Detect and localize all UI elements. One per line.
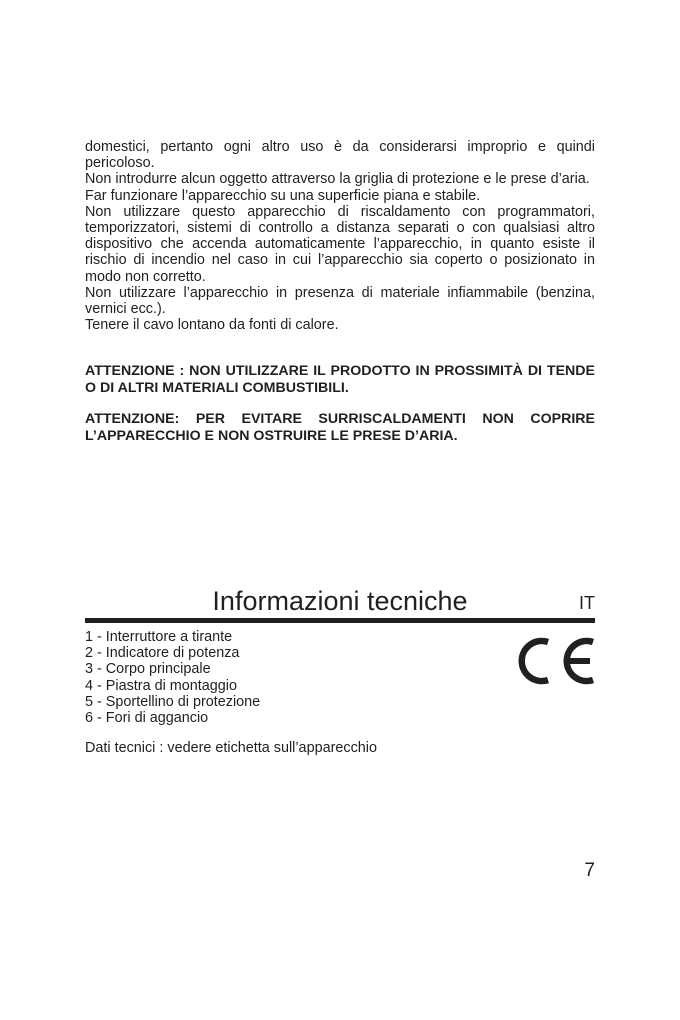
parts-list	[85, 629, 260, 726]
page-number: 7	[584, 860, 595, 881]
section-divider	[85, 618, 595, 623]
section-title: Informazioni tecniche	[212, 586, 468, 616]
safety-paragraph: Non introdurre alcun oggetto attraverso la griglia di protezione e le prese d’aria.	[85, 171, 590, 188]
section-header	[85, 585, 595, 617]
list-item: 1 - Interruttore a tirante	[85, 629, 233, 645]
warning-overheating: ATTENZIONE: PER EVITARE SURRISCALDAMENTI NON COPRIRE L’APPARECCHIO E NON OSTRUIRE LE PRESE D’ARIA.	[85, 411, 595, 444]
safety-paragraph: Non utilizzare questo apparecchio di riscaldamento con programmatori, temporizzatori, sistemi di controllo a distanza separati o con qualsiasi altro dispositivo che accenda automaticamente l’apparecchio, in quanto esiste il rischio di incendio nel caso in cui l’apparecchio sia coperto o posizionato in modo non corretto.	[85, 203, 595, 285]
language-code: IT	[579, 593, 595, 613]
safety-paragraph: Non utilizzare l’apparecchio in presenza di materiale infiammabile (benzina, vernici ecc.).	[85, 284, 595, 318]
warning-curtains: ATTENZIONE : NON UTILIZZARE IL PRODOTTO IN PROSSIMITÀ DI TENDE O DI ALTRI MATERIALI COMBUSTIBILI.	[85, 363, 595, 396]
safety-instructions	[85, 139, 595, 333]
safety-paragraph: domestici, pertanto ogni altro uso è da considerarsi improprio e quindi pericoloso.	[85, 139, 595, 172]
list-item: 5 - Sportellino di protezione	[85, 693, 261, 710]
ce-mark-icon	[516, 634, 596, 688]
list-item: 6 - Fori di aggancio	[85, 710, 209, 727]
list-item: 3 - Corpo principale	[85, 661, 211, 678]
list-item: 4 - Piastra di montaggio	[85, 677, 237, 694]
technical-data-note: Dati tecnici : vedere etichetta sull’apparecchio	[85, 740, 377, 756]
list-item: 2 - Indicatore di potenza	[85, 645, 240, 662]
safety-paragraph: Far funzionare l’apparecchio su una superficie piana e stabile.	[85, 187, 481, 204]
safety-paragraph: Tenere il cavo lontano da fonti di calore.	[85, 317, 339, 334]
